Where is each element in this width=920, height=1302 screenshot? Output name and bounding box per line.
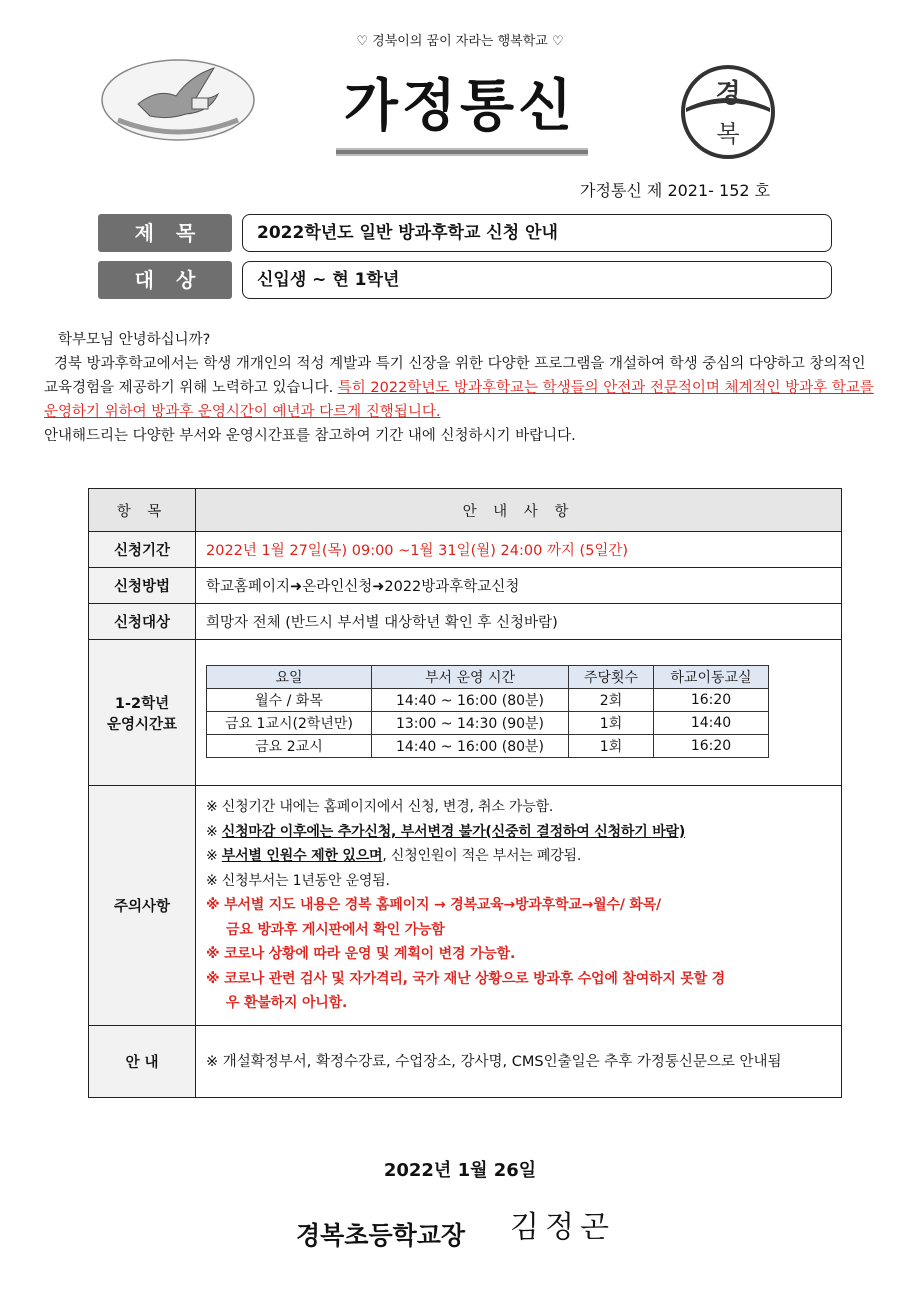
issue-number: 가정통신 제 2021- 152 호	[580, 181, 771, 200]
schedule-cell-day: 금요 2교시	[207, 735, 372, 758]
note-item: ※ 코로나 관련 검사 및 자가격리, 국가 재난 상황으로 방과후 수업에 참여하지 못할 경	[206, 970, 725, 987]
guide-value: ※ 개설확정부서, 확정수강료, 수업장소, 강사명, CMS인출일은 추후 가정통신문으로 안내됨	[196, 1026, 842, 1098]
table-row	[89, 568, 842, 604]
note-item-cont: 금요 방과후 게시판에서 확인 가능함	[226, 921, 445, 938]
table-header-row	[89, 489, 842, 532]
eligibility-value: 희망자 전체 (반드시 부서별 대상학년 확인 후 신청바람)	[196, 604, 842, 640]
schedule-cell-day: 월수 / 화목	[207, 689, 372, 712]
note-item: ※ 신청부서는 1년동안 운영됨.	[206, 872, 390, 889]
schedule-label	[89, 640, 196, 786]
info-table	[88, 488, 842, 1098]
note-item: ※ 부서별 지도 내용은 경복 홈페이지 → 경복교육→방과후학교→월수/ 화목/	[206, 897, 661, 914]
schedule-label-line1: 1-2학년	[114, 695, 170, 712]
schedule-row	[207, 735, 769, 758]
guide-label: 안 내	[89, 1026, 196, 1098]
header-item: 항 목	[89, 489, 196, 532]
eligibility-label: 신청대상	[89, 604, 196, 640]
school-emblem	[680, 64, 776, 160]
schedule-cell-time: 14:40 ~ 16:00 (80분)	[372, 689, 569, 712]
schedule-header: 주당횟수	[569, 666, 654, 689]
schedule-cell-count: 1회	[569, 735, 654, 758]
schedule-row	[207, 689, 769, 712]
schedule-header: 요일	[207, 666, 372, 689]
schedule-cell-time: 13:00 ~ 14:30 (90분)	[372, 712, 569, 735]
schedule-row	[207, 712, 769, 735]
schedule-cell-count: 2회	[569, 689, 654, 712]
emblem-circle-icon	[680, 64, 776, 160]
document-title: 가정통신	[343, 74, 577, 139]
note-deadline: 신청마감 이후에는 추가신청, 부서변경 불가(신중히 결정하여 신청하기 바람)	[221, 823, 686, 840]
intro-text	[44, 328, 884, 448]
schedule-cell-time: 14:40 ~ 16:00 (80분)	[372, 735, 569, 758]
notes-label: 주의사항	[89, 786, 196, 1026]
target-value: 신입생 ~ 현 1학년	[242, 261, 832, 299]
intro-paragraph	[44, 352, 884, 424]
emblem-top-char: 경	[715, 79, 741, 109]
note-capacity: 부서별 인원수 제한 있으며	[221, 848, 383, 865]
title-decoration-bar	[336, 146, 588, 158]
intro-highlight: 특히 2022학년도 방과후학교는 학생들의 안전과 전문적이며 체계적인 방과후 학교를 운영하기 위하여 방과후 운영시간이 예년과 다르게 진행됩니다.	[44, 380, 874, 420]
schedule-cell-dismiss: 14:40	[654, 712, 769, 735]
subject-label: 제목	[98, 214, 232, 252]
table-row	[89, 1026, 842, 1098]
schedule-table	[206, 665, 769, 758]
table-row	[89, 604, 842, 640]
table-row	[89, 786, 842, 1026]
note-item: ※ 신청기간 내에는 홈페이지에서 신청, 변경, 취소 가능함.	[206, 799, 554, 816]
principal-signature: 김정곤	[510, 1210, 615, 1245]
schedule-cell-dismiss: 16:20	[654, 689, 769, 712]
table-row	[89, 532, 842, 568]
schedule-cell-dismiss: 16:20	[654, 735, 769, 758]
intro-closing: 안내해드리는 다양한 부서와 운영시간표를 참고하여 기간 내에 신청하시기 바랍니다.	[44, 428, 576, 444]
principal-title: 경복초등학교장	[296, 1221, 466, 1250]
schedule-label-line2: 운영시간표	[106, 716, 178, 733]
period-label: 신청기간	[89, 532, 196, 568]
schedule-header-row	[207, 666, 769, 689]
dove-logo-icon	[98, 58, 258, 148]
notes-cell	[196, 786, 842, 1026]
intro-plain: 경북 방과후학교에서는 학생 개개인의 적성 계발과 특기 신장을 위한 다양한 프로그램을 개설하여 학생 중심의 다양하고 창의적인 교육경험을 제공하기 위해 노력하고 있습니다.	[44, 356, 866, 396]
note-item: ※ 부서별 인원수 제한 있으며, 신청인원이 적은 부서는 폐강됨.	[206, 848, 582, 865]
schedule-cell-count: 1회	[569, 712, 654, 735]
schedule-cell-day: 금요 1교시(2학년만)	[207, 712, 372, 735]
greeting: 학부모님 안녕하십니까?	[58, 332, 211, 348]
method-label: 신청방법	[89, 568, 196, 604]
period-value: 2022년 1월 27일(목) 09:00 ~1월 31일(월) 24:00 까지 (5일간)	[196, 532, 842, 568]
subject-value: 2022학년도 일반 방과후학교 신청 안내	[242, 214, 832, 252]
emblem-bottom-char: 복	[716, 120, 740, 148]
schedule-header: 하교이동교실	[654, 666, 769, 689]
header-info: 안 내 사 항	[196, 489, 842, 532]
school-motto: ♡ 경북이의 꿈이 자라는 행복학교 ♡	[356, 34, 564, 49]
issue-date: 2022년 1월 26일	[383, 1160, 537, 1181]
target-label: 대상	[98, 261, 232, 299]
table-row	[89, 640, 842, 786]
method-value: 학교홈페이지➜온라인신청➜2022방과후학교신청	[196, 568, 842, 604]
note-item: ※ 신청마감 이후에는 추가신청, 부서변경 불가(신중히 결정하여 신청하기 바람)	[206, 823, 686, 840]
schedule-cell	[196, 640, 842, 786]
note-item: ※ 코로나 상황에 따라 운영 및 계획이 변경 가능함.	[206, 946, 516, 963]
note-item-cont: 우 환불하지 아니함.	[226, 995, 348, 1012]
schedule-header: 부서 운영 시간	[372, 666, 569, 689]
